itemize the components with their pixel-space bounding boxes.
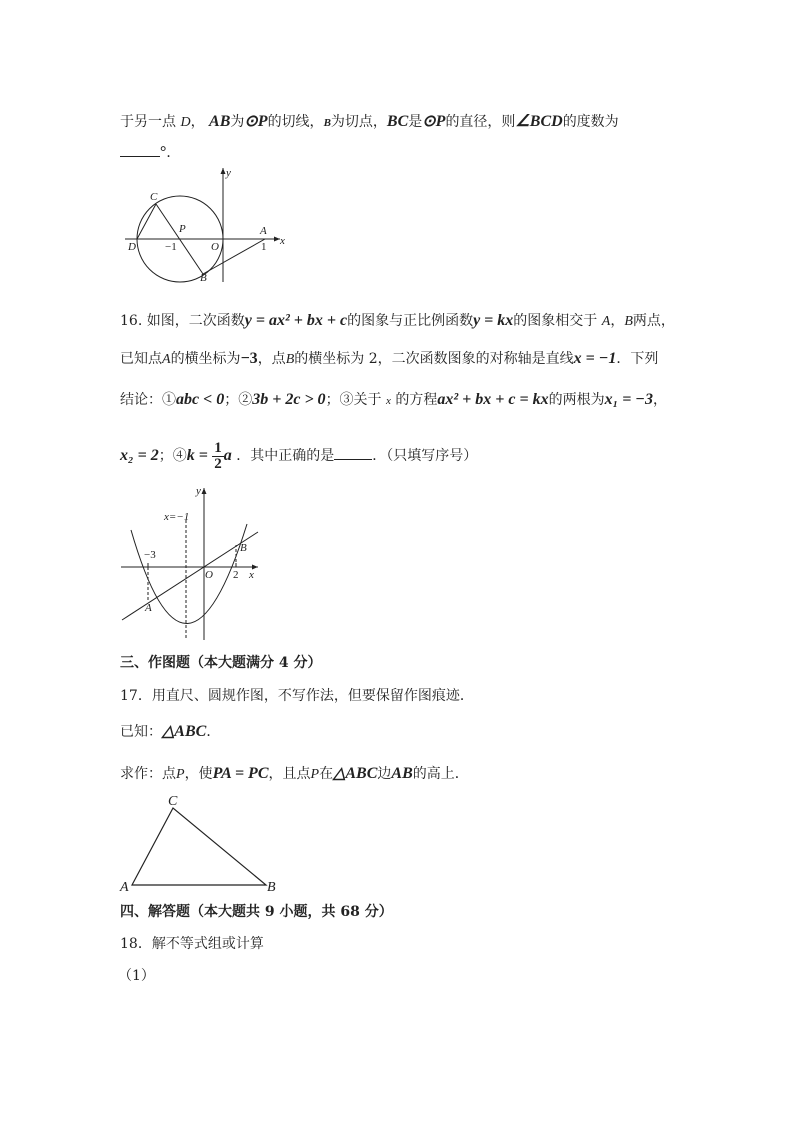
q16-text: 已知点 bbox=[120, 351, 162, 367]
label-axis: x=−1 bbox=[164, 511, 190, 523]
q16-text: 结论：① bbox=[120, 392, 176, 408]
var-x: x bbox=[386, 395, 391, 407]
point-b: B bbox=[285, 352, 295, 367]
label-x: x bbox=[280, 235, 285, 247]
label-y: y bbox=[196, 485, 201, 497]
q16-text: 的图象相交于 bbox=[513, 313, 598, 329]
label-a: A bbox=[145, 602, 152, 614]
q16-text: ；③关于 bbox=[325, 392, 382, 408]
q17-text: 求作：点 bbox=[120, 766, 176, 782]
q15-point-d: D bbox=[180, 115, 191, 130]
q15-math-bc: BC bbox=[386, 113, 409, 130]
question-number: 16. bbox=[120, 313, 143, 329]
q16-line3 bbox=[120, 390, 667, 411]
label-a: A bbox=[120, 880, 129, 894]
q17-line1: 17．用直尺、圆规作图，不写作法，但要保留作图痕迹． bbox=[120, 688, 474, 704]
q15-text: 的度数为 bbox=[562, 114, 619, 130]
q16-text: ， bbox=[610, 313, 625, 329]
label-o: O bbox=[211, 241, 219, 253]
q16-text: 两点， bbox=[632, 313, 675, 329]
point-a: A bbox=[601, 314, 611, 329]
q15-text: 为切点， bbox=[330, 114, 387, 130]
q15-math-circle-p: ⊙P bbox=[422, 113, 446, 130]
q15-text: 的直径，则 bbox=[445, 114, 516, 130]
label-neg3: −3 bbox=[144, 549, 156, 561]
fraction-denominator: 2 bbox=[214, 455, 222, 472]
q17-text: ，使 bbox=[184, 766, 213, 782]
label-x: x bbox=[249, 569, 254, 581]
label-b: B bbox=[267, 880, 276, 894]
fraction-half bbox=[212, 441, 224, 472]
triangle-abc-shape bbox=[132, 808, 266, 885]
q15-text: 的切线， bbox=[267, 114, 324, 130]
q16-line4 bbox=[120, 438, 477, 474]
q15-text: 是 bbox=[408, 114, 423, 130]
root-x1: x₁ = −3 bbox=[604, 391, 653, 408]
q18-part1: （1） bbox=[118, 968, 155, 984]
y-axis-arrow bbox=[202, 488, 207, 494]
conclusion-4: k = bbox=[186, 447, 208, 464]
q16-text: 的横坐标为 2，二次函数图象的对称轴是直线 bbox=[294, 351, 574, 367]
fraction-numerator: 1 bbox=[214, 439, 222, 456]
q16-text: ．下列 bbox=[616, 351, 659, 367]
q15-text: ． bbox=[166, 145, 181, 161]
q16-text: ；④ bbox=[158, 448, 187, 464]
q17-triangle-figure bbox=[118, 792, 288, 894]
answer-blank bbox=[120, 142, 160, 157]
y-axis-arrow bbox=[221, 168, 226, 174]
q17-text: 在 bbox=[319, 766, 334, 782]
q15-figure bbox=[120, 160, 300, 285]
condition-pa-pc: PA = PC bbox=[212, 765, 269, 782]
section-4-heading: 四、解答题（本大题共 9 小题，共 68 分） bbox=[120, 904, 393, 920]
q15-text: 为 bbox=[230, 114, 245, 130]
q16-figure bbox=[118, 480, 268, 645]
q16-text: 的横坐标为 bbox=[170, 351, 241, 367]
var-a: a bbox=[223, 447, 232, 464]
triangle-abc: △ABC bbox=[333, 765, 378, 782]
triangle-abc: △ABC bbox=[162, 723, 207, 740]
quadratic-formula: y = ax² + bx + c bbox=[244, 312, 348, 329]
q17-text: 边 bbox=[377, 766, 392, 782]
q16-text: ， bbox=[653, 392, 667, 408]
q16-line1 bbox=[120, 311, 675, 332]
root-x2: x₂ = 2 bbox=[120, 447, 159, 464]
q17-text: ． bbox=[206, 724, 221, 740]
q17-find bbox=[120, 764, 469, 785]
section-3-heading: 三、作图题（本大题满分 4 分） bbox=[120, 655, 322, 671]
label-b: B bbox=[200, 272, 207, 284]
label-b: B bbox=[240, 542, 247, 554]
label-p: P bbox=[179, 223, 186, 235]
label-y: y bbox=[226, 167, 231, 179]
label-d: D bbox=[128, 241, 136, 253]
label-c: C bbox=[150, 191, 158, 203]
q15-math-ab: AB bbox=[209, 113, 231, 130]
q16-text: ；② bbox=[224, 392, 253, 408]
q17-text: 已知： bbox=[120, 724, 162, 740]
q16-text: 的两根为 bbox=[548, 392, 605, 408]
segment-dc bbox=[137, 204, 156, 239]
linear-formula: y = kx bbox=[473, 312, 514, 329]
q16-text: 的图象与正比例函数 bbox=[347, 313, 474, 329]
label-c: C bbox=[168, 794, 178, 809]
q17-given bbox=[120, 722, 220, 742]
point-p: P bbox=[310, 767, 320, 782]
label-neg1: −1 bbox=[165, 241, 177, 253]
q15-line1 bbox=[120, 112, 619, 133]
label-one: 1 bbox=[261, 241, 267, 253]
q16-text: ．其中正确的是 bbox=[236, 448, 335, 464]
point-p: P bbox=[176, 767, 185, 782]
label-two: 2 bbox=[233, 569, 239, 581]
conclusion-3: ax² + bx + c = kx bbox=[437, 391, 549, 408]
q18-line1: 18．解不等式组或计算 bbox=[120, 936, 264, 952]
q15-math-circle-p: ⊙P bbox=[244, 113, 268, 130]
q15-math-angle-bcd: ∠BCD bbox=[515, 113, 563, 130]
point-a: A bbox=[162, 352, 171, 367]
q16-text: 如图，二次函数 bbox=[146, 313, 245, 329]
q16-text: ，点 bbox=[257, 351, 286, 367]
answer-blank bbox=[334, 445, 372, 460]
q16-line2 bbox=[120, 349, 658, 370]
conclusion-1: abc < 0 bbox=[176, 391, 225, 408]
q17-text: ，且点 bbox=[268, 766, 311, 782]
conclusion-2: 3b + 2c > 0 bbox=[252, 391, 326, 408]
point-b: B bbox=[624, 314, 633, 329]
axis-formula: x = −1 bbox=[573, 350, 617, 367]
q15-text: 于另一点 bbox=[120, 114, 176, 130]
q15-point-b: B bbox=[323, 117, 331, 129]
q17-text: 的高上． bbox=[412, 766, 469, 782]
label-o: O bbox=[205, 569, 213, 581]
degree-unit: ° bbox=[160, 144, 167, 161]
side-ab: AB bbox=[391, 765, 413, 782]
label-a: A bbox=[260, 225, 267, 237]
q15-text: ， bbox=[190, 114, 205, 130]
q16-text: ．（只填写序号） bbox=[372, 448, 478, 464]
q16-text: 的方程 bbox=[395, 392, 438, 408]
value-neg3: −3 bbox=[240, 350, 258, 367]
